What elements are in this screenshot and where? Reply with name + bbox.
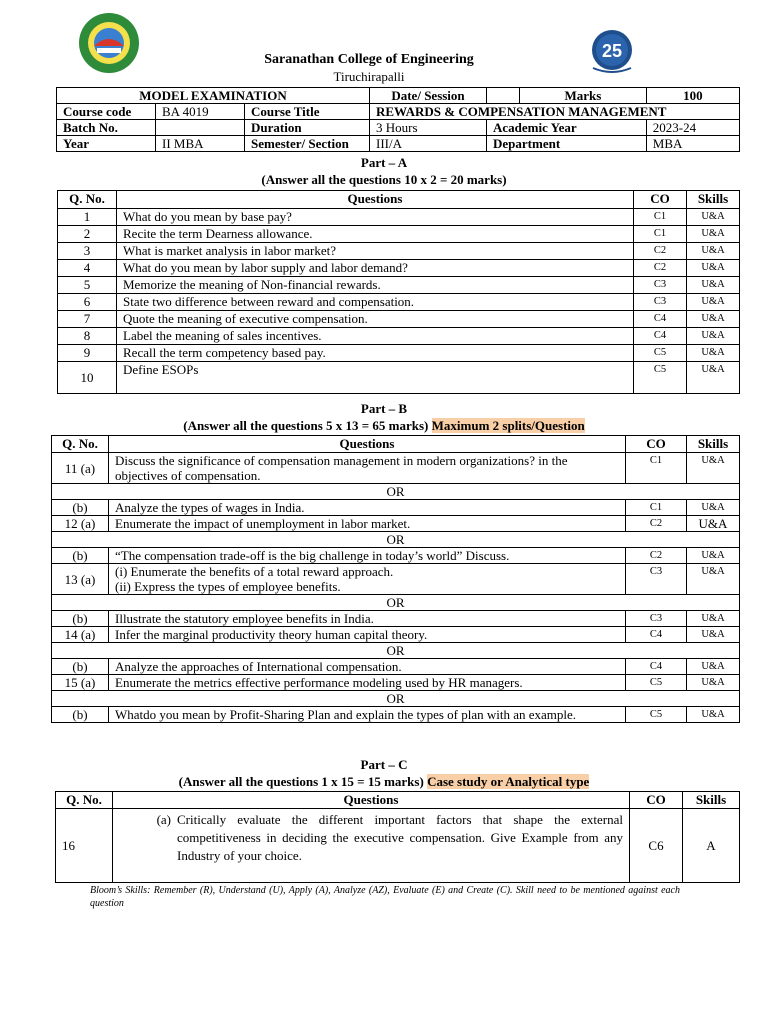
skill-value: U&A [687,328,740,345]
question-text: Analyze the approaches of International compensation. [109,659,626,675]
part-c-table [55,791,740,883]
part-c-instruction: (Answer all the questions 1 x 15 = 15 marks) [178,774,428,789]
part-b-instruction-line [0,418,768,434]
batch-label: Batch No. [57,120,156,136]
skill-value: U&A [687,659,740,675]
part-c-title: Part – C [360,757,408,772]
co-value: C3 [634,294,687,311]
question-text: Enumerate the metrics effective performance modeling used by HR managers. [109,675,626,691]
academic-year-label: Academic Year [487,120,647,136]
date-label: Date/ Session [370,88,487,104]
question-text: Memorize the meaning of Non-financial rewards. [117,277,634,294]
or-separator: OR [52,643,740,659]
table-row [52,516,740,532]
duration-value: 3 Hours [370,120,487,136]
question-text: What do you mean by labor supply and labor demand? [117,260,634,277]
year-value: II MBA [156,136,245,152]
year-label: Year [57,136,156,152]
question-number: 14 (a) [52,627,109,643]
co-value: C3 [626,564,687,595]
department-value: MBA [646,136,739,152]
part-c-col-questions: Questions [113,792,630,809]
exam-info-table [56,87,740,152]
question-text-part-1: (i) Enumerate the benefits of a total reward approach. [115,564,394,579]
question-text: What is market analysis in labor market? [117,243,634,260]
table-row [58,243,740,260]
skill-value: U&A [687,311,740,328]
or-separator: OR [52,484,740,500]
co-value: C5 [626,675,687,691]
table-row [52,627,740,643]
question-text: Analyze the types of wages in India. [109,500,626,516]
table-row [58,209,740,226]
table-row [52,453,740,484]
table-row [52,707,740,723]
part-b-col-skills: Skills [687,436,740,453]
part-a-instruction: (Answer all the questions 10 x 2 = 20 marks) [261,172,507,187]
skill-value: U&A [687,260,740,277]
marks-value: 100 [646,88,739,104]
question-text: What do you mean by base pay? [117,209,634,226]
question-number: (b) [52,611,109,627]
semester-label: Semester/ Section [245,136,370,152]
co-value: C1 [626,500,687,516]
table-row [58,277,740,294]
table-row [52,675,740,691]
batch-value [156,120,245,136]
skill-value: U&A [687,548,740,564]
table-row [58,328,740,345]
co-value: C4 [626,627,687,643]
co-value: C5 [634,345,687,362]
skill-value: U&A [687,627,740,643]
co-value: C4 [634,311,687,328]
date-value [487,88,520,104]
table-row [52,548,740,564]
question-text: Quote the meaning of executive compensation. [117,311,634,328]
skill-value: U&A [687,675,740,691]
question-text: Whatdo you mean by Profit-Sharing Plan and explain the types of plan with an example. [109,707,626,723]
course-title: REWARDS & COMPENSATION MANAGEMENT [370,104,740,120]
question-number: 1 [58,209,117,226]
question-number: 6 [58,294,117,311]
sub-question-label: (a) [156,812,171,827]
table-row [52,611,740,627]
part-b-col-co: CO [626,436,687,453]
part-a-col-co: CO [634,191,687,209]
part-a-table [57,190,740,394]
or-separator: OR [52,691,740,707]
blooms-skills-note: Bloom’s Skills: Remember (R), Understand (U), Apply (A), Analyze (AZ), Evaluate (E) and Create (C). Skill need to be mentioned against each question [90,885,680,909]
question-number: 2 [58,226,117,243]
part-c-col-qno: Q. No. [56,792,113,809]
table-row [58,260,740,277]
co-value: C2 [634,243,687,260]
skill-value: U&A [687,516,740,532]
co-value: C3 [626,611,687,627]
table-row [58,294,740,311]
skill-value: U&A [687,277,740,294]
skill-value: U&A [687,564,740,595]
co-value: C3 [634,277,687,294]
question-text: Define ESOPs [117,362,634,394]
question-number: 7 [58,311,117,328]
question-number: 5 [58,277,117,294]
part-b-highlight: Maximum 2 splits/Question [431,418,585,433]
part-c-instruction-line [0,774,768,790]
question-number: (b) [52,659,109,675]
question-number: 12 (a) [52,516,109,532]
part-b-col-questions: Questions [109,436,626,453]
co-value: C4 [634,328,687,345]
question-number: (b) [52,500,109,516]
co-value: C1 [634,226,687,243]
course-code: BA 4019 [156,104,245,120]
course-code-label: Course code [57,104,156,120]
question-text-part-2: (ii) Express the types of employee benefits. [115,579,341,594]
skill-value: U&A [687,243,740,260]
co-value: C2 [626,516,687,532]
duration-label: Duration [245,120,370,136]
table-row [58,345,740,362]
co-value: C4 [626,659,687,675]
question-text: Enumerate the impact of unemployment in labor market. [109,516,626,532]
skill-value: U&A [687,500,740,516]
question-text: Infer the marginal productivity theory human capital theory. [109,627,626,643]
skill-value: U&A [687,362,740,394]
part-b-title: Part – B [360,401,408,416]
part-a-col-questions: Questions [117,191,634,209]
question-text: Recite the term Dearness allowance. [117,226,634,243]
question-number: 9 [58,345,117,362]
question-text: Label the meaning of sales incentives. [117,328,634,345]
part-a-title: Part – A [360,155,408,170]
question-number: 16 [56,809,113,883]
co-value: C1 [634,209,687,226]
part-c-col-skills: Skills [683,792,740,809]
skill-value: U&A [687,294,740,311]
part-c-highlight: Case study or Analytical type [427,774,590,789]
question-number: (b) [52,707,109,723]
skill-value: A [683,809,740,883]
question-cell [113,809,630,883]
question-number: 10 [58,362,117,394]
table-row [52,500,740,516]
skill-value: U&A [687,345,740,362]
part-b-col-qno: Q. No. [52,436,109,453]
question-number: 11 (a) [52,453,109,484]
part-c-col-co: CO [630,792,683,809]
department-label: Department [487,136,647,152]
question-number: 3 [58,243,117,260]
or-separator: OR [52,532,740,548]
course-title-label: Course Title [245,104,370,120]
question-text: Illustrate the statutory employee benefits in India. [109,611,626,627]
skill-value: U&A [687,611,740,627]
part-b-table [51,435,740,723]
question-text: State two difference between reward and compensation. [117,294,634,311]
part-a-col-qno: Q. No. [58,191,117,209]
part-b-instruction: (Answer all the questions 5 x 13 = 65 marks) [183,418,432,433]
question-number: 13 (a) [52,564,109,595]
question-text [109,564,626,595]
table-row [58,311,740,328]
question-body [119,811,623,865]
semester-value: III/A [370,136,487,152]
anniversary-number: 25 [601,41,623,61]
or-separator: OR [52,595,740,611]
academic-year-value: 2023-24 [646,120,739,136]
co-value: C5 [634,362,687,394]
marks-label: Marks [520,88,647,104]
question-number: 4 [58,260,117,277]
college-name: Saranathan College of Engineering [264,52,474,67]
co-value: C2 [634,260,687,277]
skill-value: U&A [687,453,740,484]
co-value: C6 [630,809,683,883]
exam-title: MODEL EXAMINATION [57,88,370,104]
table-row [58,226,740,243]
part-a-col-skills: Skills [687,191,740,209]
question-text: Discuss the significance of compensation management in modern organizations? in the objectives of compensation. [109,453,626,484]
co-value: C5 [626,707,687,723]
co-value: C1 [626,453,687,484]
question-text: “The compensation trade-off is the big challenge in today’s world” Discuss. [109,548,626,564]
question-number: 8 [58,328,117,345]
college-city: Tiruchirapalli [333,69,405,84]
question-text: Critically evaluate the different important factors that shape the external competitiveness in deciding the executive compensation. Give Example from any Industry of your choice. [177,812,623,863]
table-row [58,362,740,394]
question-number: 15 (a) [52,675,109,691]
question-text: Recall the term competency based pay. [117,345,634,362]
skill-value: U&A [687,707,740,723]
question-number: (b) [52,548,109,564]
table-row [52,659,740,675]
skill-value: U&A [687,226,740,243]
skill-value: U&A [687,209,740,226]
table-row [56,809,740,883]
co-value: C2 [626,548,687,564]
table-row [52,564,740,595]
